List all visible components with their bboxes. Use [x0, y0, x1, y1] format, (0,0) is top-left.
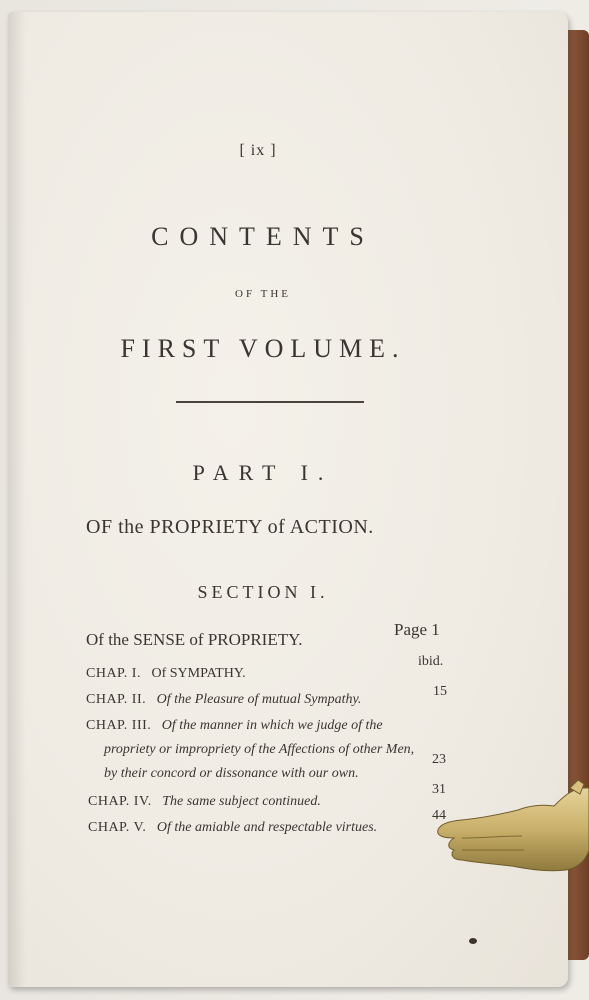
chapter-title: Of the Pleasure of mutual Sympathy.	[156, 692, 362, 707]
chapter-number: CHAP. I.	[86, 666, 141, 681]
part-title: OF the PROPRIETY of ACTION.	[86, 516, 374, 538]
toc-row	[88, 794, 321, 810]
section-page-ref: Page 1	[394, 620, 440, 639]
toc-row	[86, 692, 361, 708]
chapter-title: Of the amiable and respectable virtues.	[156, 820, 378, 835]
chapter-page: 44	[432, 808, 446, 823]
toc-row-continued	[104, 766, 359, 782]
toc-row-continued	[104, 742, 414, 758]
brass-hand-bookmark-icon	[432, 780, 589, 880]
chapter-number: CHAP. III.	[86, 718, 152, 733]
part-heading: PART I.	[192, 460, 334, 485]
volume-title: FIRST VOLUME.	[120, 334, 406, 363]
chapter-number: CHAP. V.	[88, 820, 147, 835]
chapter-page: 31	[432, 782, 446, 797]
chapter-page: 23	[432, 752, 446, 767]
toc-row	[86, 718, 383, 734]
chapter-number: CHAP. II.	[86, 692, 147, 707]
section-heading: SECTION I.	[197, 582, 329, 602]
toc-row	[86, 666, 246, 682]
chapter-title-line-2: propriety or impropriety of the Affections of other Men,	[104, 742, 415, 757]
section-title: Of the SENSE of PROPRIETY.	[86, 630, 303, 649]
ink-speck	[469, 938, 477, 944]
title-rule	[176, 401, 364, 403]
contents-subtitle: OF THE	[235, 288, 291, 300]
chapter-title: The same subject continued.	[162, 794, 321, 809]
contents-title: CONTENTS	[151, 222, 375, 251]
page-folio: [ ix ]	[239, 142, 277, 159]
chapter-page: 15	[433, 684, 447, 699]
chapter-title: Of SYMPATHY.	[151, 666, 246, 681]
toc-row	[88, 820, 377, 836]
chapter-number: CHAP. IV.	[88, 794, 152, 809]
chapter-title: Of the manner in which we judge of the	[161, 718, 383, 733]
chapter-page: ibid.	[418, 654, 444, 669]
chapter-title-line-3: by their concord or dissonance with our own.	[104, 766, 359, 781]
